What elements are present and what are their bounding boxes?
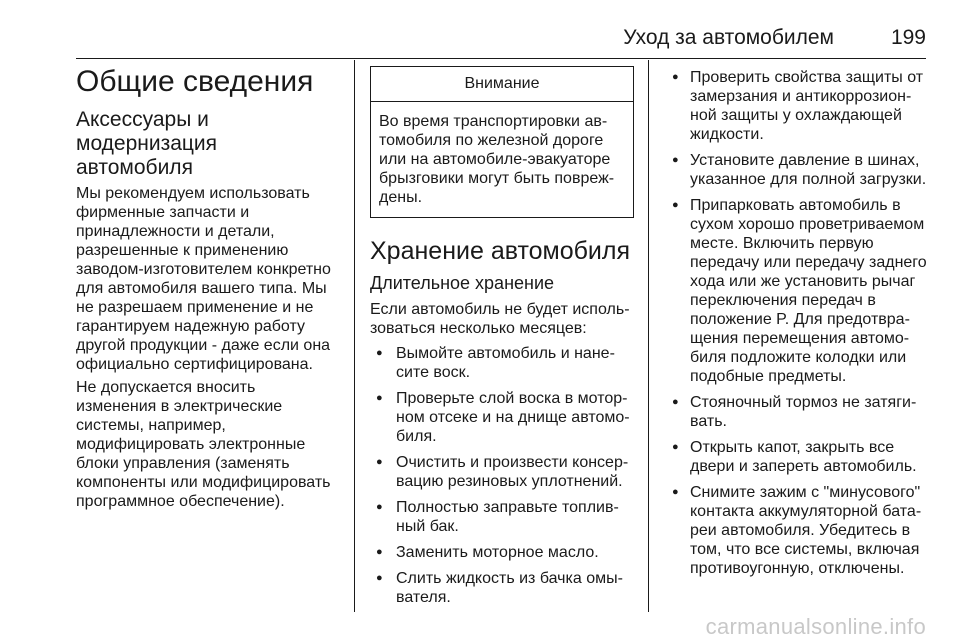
list-item: ● Проверьте слой воска в моторном отсеке и на днище автомобиля. (370, 389, 634, 446)
warning-text: Во время транспортировки автомобиля по железной дороге или на автомобиле-эвакуаторе брызговики могут быть повреждены. (379, 113, 615, 206)
list-item: ● Открыть капот, закрыть все двери и запереть автомобиль. (666, 438, 928, 476)
list-item: ● Установите давление в шинах, указанное для полной загрузки. (666, 151, 928, 189)
column-2 (370, 60, 634, 614)
list-item: ● Заменить моторное масло. (370, 543, 634, 562)
paragraph: Не допускается вносить изменения в электрические системы, например, модифицировать электронные блоки управления (заменять компоненты или модифицировать программное обеспечение). (76, 379, 331, 510)
section-heading: Общие сведения (76, 65, 314, 98)
paragraph: Мы рекомендуем использовать фирменные запчасти и принадлежности и детали, разрешенные к применению заводом-изготовителем конкретно для автомобиля вашего типа. Мы не разрешаем применение и не гарантируем надежную работу другой продукции - даже если она официально сертифицирована. (76, 185, 331, 373)
page-number: 199 (890, 26, 926, 49)
warning-box (370, 66, 634, 218)
subheading: Аксессуары и модернизация автомобиля (76, 108, 218, 179)
storage-list-continued (666, 68, 928, 578)
column-divider-2 (648, 60, 649, 612)
column-divider-1 (354, 60, 355, 612)
list-item: ● Полностью заправьте топливный бак. (370, 498, 634, 536)
header-rule (76, 58, 926, 59)
column-3 (666, 60, 928, 585)
warning-title: Внимание (371, 67, 633, 102)
running-title: Уход за автомобилем (623, 26, 834, 49)
column-1 (76, 60, 338, 515)
storage-list (370, 344, 634, 607)
subsection-title: Длительное хранение (370, 273, 555, 293)
watermark: carmanualsonline.info (705, 614, 926, 639)
list-item: ● Стояночный тормоз не затягивать. (666, 393, 928, 431)
list-item: ● Слить жидкость из бачка омывателя. (370, 569, 634, 607)
list-item: ● Вымойте автомобиль и нанесите воск. (370, 344, 634, 382)
section-title: Хранение автомобиля (370, 237, 631, 265)
intro-paragraph: Если автомобиль не будет использоваться несколько месяцев: (370, 301, 630, 337)
list-item: ● Очистить и произвести консервацию резиновых уплотнений. (370, 453, 634, 491)
list-item: ● Проверить свойства защиты от замерзания и антикоррозионной защиты у охлаждающей жидкости. (666, 68, 928, 144)
page-header (76, 4, 926, 56)
list-item: ● Снимите зажим с "минусового" контакта аккумуляторной батареи автомобиля. Убедитесь в том, что все системы, включая противоугонную, отключены. (666, 483, 928, 578)
list-item: ● Припарковать автомобиль в сухом хорошо проветриваемом месте. Включить первую передачу или передачу заднего хода или же установить рычаг переключения передач в положение P. Для предотвращения перемещения автомобиля подложите колодки или подобные предметы. (666, 196, 928, 386)
